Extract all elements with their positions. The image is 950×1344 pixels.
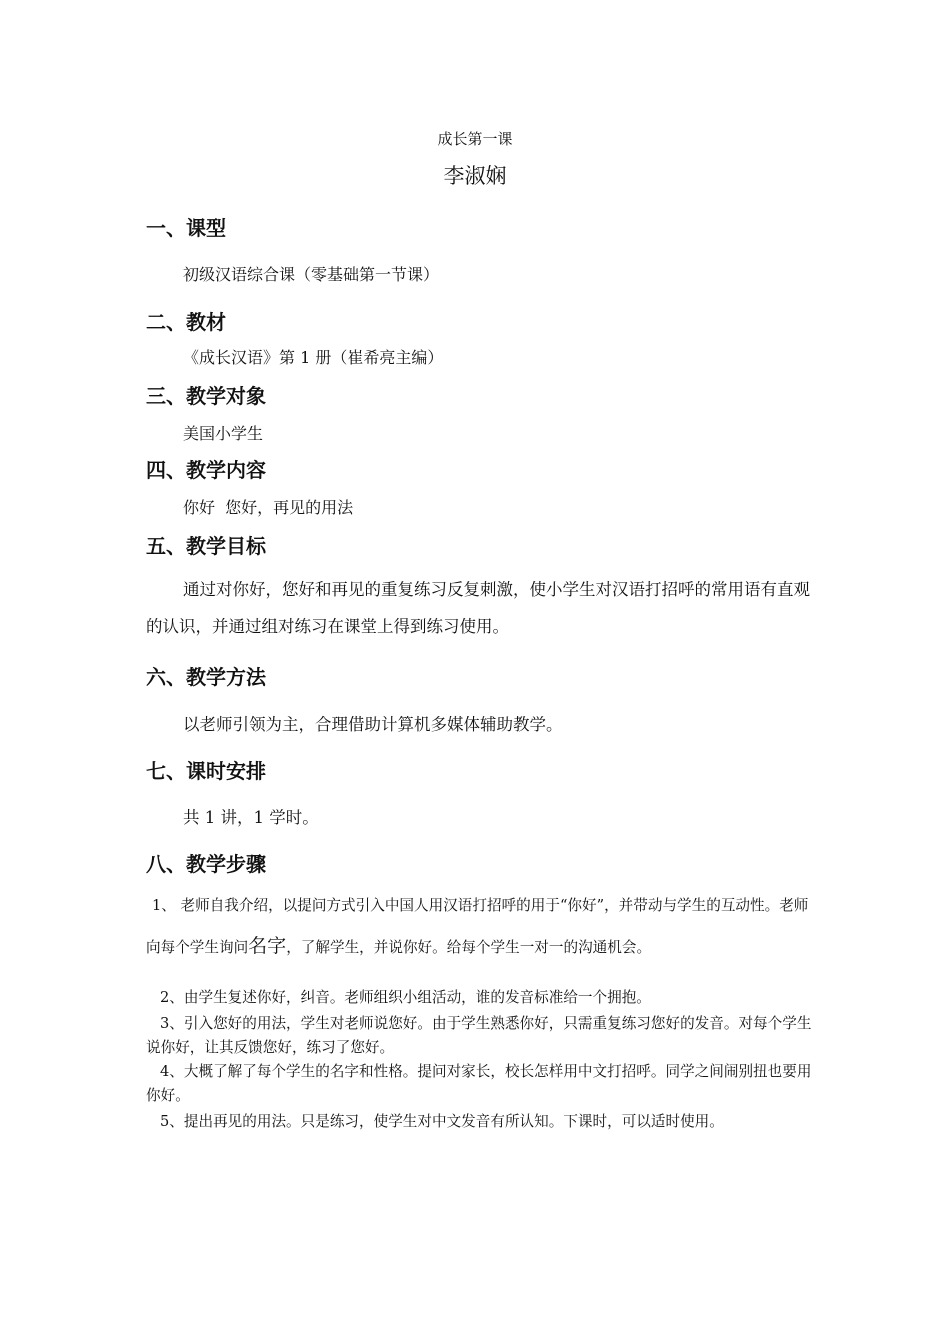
- section-body-type: 初级汉语综合课（零基础第一节课）: [183, 265, 440, 284]
- step-1-text: 1、 老师自我介绍，以提问方式引入中国人用汉语打招呼的用于“你好”，并带动与学生的互动性。老师向每个学生询问: [146, 897, 809, 956]
- section-heading-schedule: 七、课时安排: [146, 759, 266, 783]
- section-body-schedule: 共 1 讲，1 学时。: [183, 808, 319, 827]
- step-1-emphasis: 名字: [248, 935, 287, 957]
- step-item-5: 5、提出再见的用法。只是练习，使学生对中文发音有所认知。下课时，可以适时使用。: [160, 1113, 724, 1130]
- section-heading-audience: 三、教学对象: [146, 384, 266, 408]
- section-body-goals: 通过对你好，您好和再见的重复练习反复刺激，使小学生对汉语打招呼的常用语有直观的认识，并通过组对练习在课堂上得到练习使用。: [146, 580, 810, 636]
- step-item-4: 4、大概了解了每个学生的名字和性格。提问对家长，校长怎样用中文打招呼。同学之间闹别扭也要用你好。: [146, 1063, 812, 1104]
- section-body-textbook: 《成长汉语》第 1 册（崔希亮主编）: [183, 348, 444, 367]
- section-heading-textbook: 二、教材: [146, 310, 226, 334]
- step-item-3: 3、引入您好的用法，学生对老师说您好。由于学生熟悉你好，只需重复练习您好的发音。对每个学生说你好，让其反馈您好，练习了您好。: [146, 1015, 812, 1056]
- step-item-1: [146, 886, 820, 968]
- section-heading-goals: 五、教学目标: [146, 534, 266, 558]
- section-heading-steps: 八、教学步骤: [146, 852, 266, 876]
- author-name: 李淑娴: [443, 164, 507, 188]
- section-body-content: 你好 您好，再见的用法: [183, 498, 354, 517]
- lesson-title: 成长第一课: [437, 130, 513, 148]
- section-body-method: 以老师引领为主，合理借助计算机多媒体辅助教学。: [183, 715, 563, 734]
- step-1-text-end: ，了解学生，并说你好。给每个学生一对一的沟通机会。: [286, 939, 652, 956]
- section-heading-method: 六、教学方法: [146, 665, 266, 689]
- section-heading-content: 四、教学内容: [146, 458, 266, 482]
- section-heading-type: 一、课型: [146, 216, 226, 240]
- section-body-audience: 美国小学生: [183, 424, 264, 443]
- step-item-2: 2、由学生复述你好，纠音。老师组织小组活动，谁的发音标准给一个拥抱。: [160, 989, 651, 1006]
